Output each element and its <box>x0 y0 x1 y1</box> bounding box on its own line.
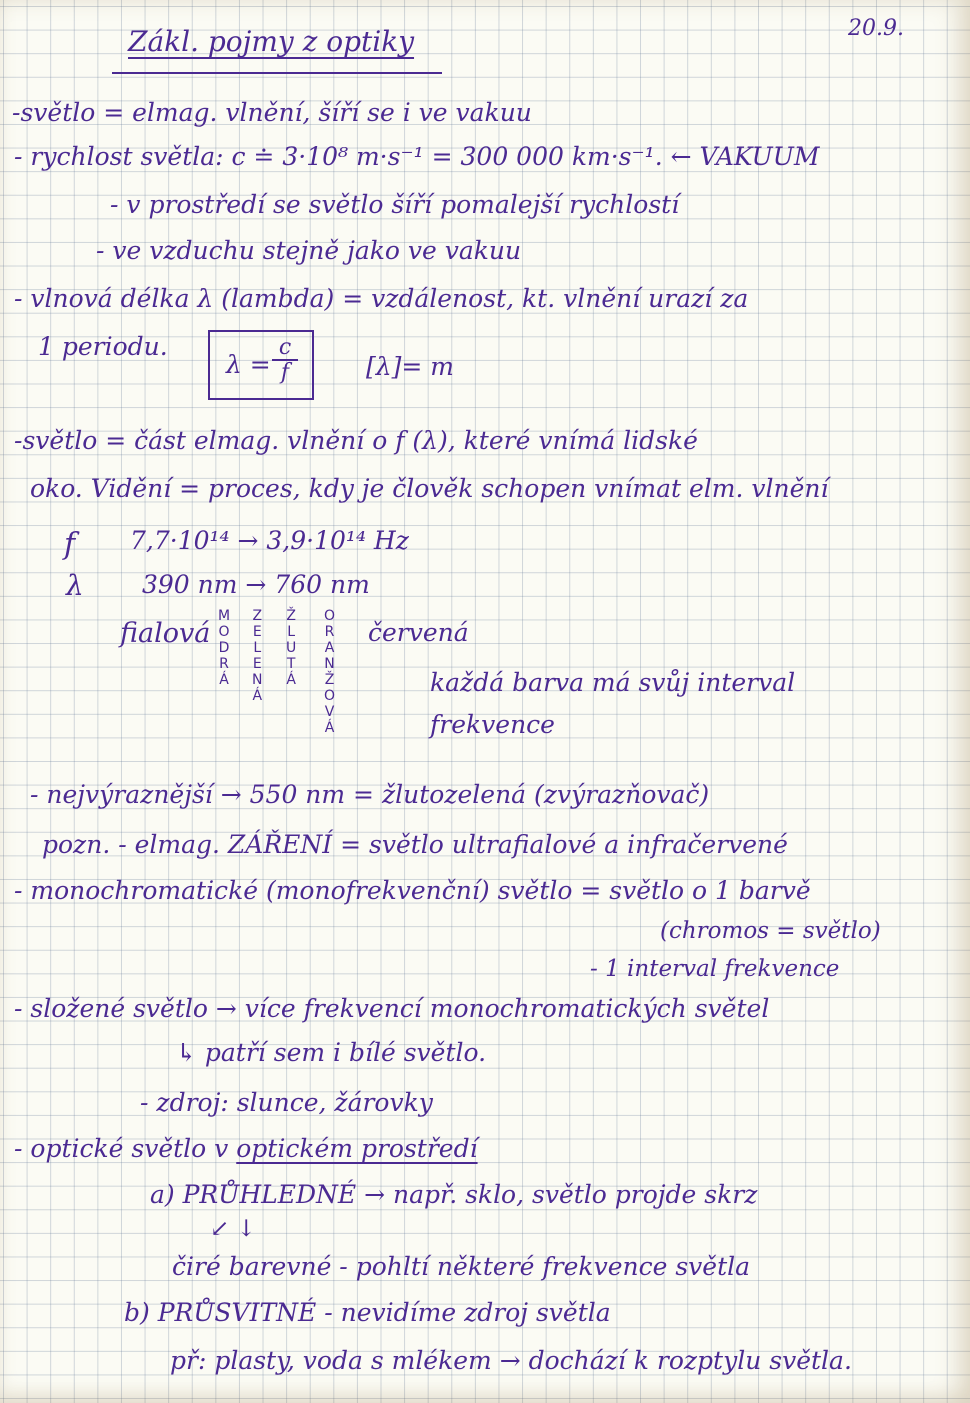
note-line: - ve vzduchu stejně jako ve vakuu <box>96 236 522 265</box>
formula-denominator: f <box>280 360 290 386</box>
note-line: 1 periodu. <box>38 332 168 361</box>
note-line: - v prostředí se světlo šíří pomalejší rychlostí <box>110 190 680 219</box>
note-line: a) PRŮHLEDNÉ → např. sklo, světlo projde skrz <box>150 1180 758 1209</box>
note-line: - 1 interval frekvence <box>590 956 840 982</box>
formula-fraction <box>272 336 298 384</box>
formula-numerator: c <box>278 335 292 360</box>
note-line: -světlo = část elmag. vlnění o f (λ), které vnímá lidské <box>14 426 698 455</box>
note-line: př: plasty, voda s mlékem → dochází k rozptylu světla. <box>170 1346 852 1375</box>
formula-unit: [λ]= m <box>366 352 454 381</box>
lambda-range: 390 nm → 760 nm <box>142 570 370 599</box>
note-line: (chromos = světlo) <box>660 918 881 944</box>
note-line: ↳ patří sem i bílé světlo. <box>176 1038 487 1067</box>
color-yellow-vertical: Ž L U T Á <box>286 608 297 688</box>
lambda-symbol: λ <box>66 569 84 602</box>
f-symbol: f <box>64 527 76 562</box>
color-orange-vertical: O R A N Ž O V Á <box>324 608 336 736</box>
color-note: každá barva má svůj interval <box>430 668 796 697</box>
color-note: frekvence <box>430 710 555 739</box>
note-line: - vlnová délka λ (lambda) = vzdálenost, kt. vlnění urazí za <box>14 284 749 313</box>
optical-medium-underlined: optickém prostředí <box>236 1134 478 1163</box>
note-line: oko. Vidění = proces, kdy je člověk schopen vnímat elm. vlnění <box>30 474 829 503</box>
note-line: čiré barevné - pohltí některé frekvence světla <box>172 1252 751 1281</box>
color-violet: fialová <box>120 618 211 649</box>
note-line: b) PRŮSVITNÉ - nevidíme zdroj světla <box>124 1298 611 1327</box>
note-line: - monochromatické (monofrekvenční) světlo = světlo o 1 barvě <box>14 876 811 905</box>
page-title: Zákl. pojmy z optiky <box>128 25 415 58</box>
note-line: -světlo = elmag. vlnění, šíří se i ve vakuu <box>12 98 532 127</box>
note-line: - rychlost světla: c ≐ 3·10⁸ m·s⁻¹ = 300 000 km·s⁻¹. ← VAKUUM <box>14 142 820 171</box>
color-green-vertical: Z E L E N Á <box>252 608 263 704</box>
note-line: - zdroj: slunce, žárovky <box>140 1088 433 1117</box>
f-range: 7,7·10¹⁴ → 3,9·10¹⁴ Hz <box>130 526 409 555</box>
branch-arrows: ↙ ↓ <box>210 1216 256 1242</box>
note-line: - optické světlo v optickém prostředí <box>14 1134 478 1163</box>
color-blue-vertical: M O D R Á <box>218 608 231 688</box>
color-red: červená <box>368 618 469 647</box>
formula-lhs: λ = <box>226 350 271 379</box>
note-line: - složené světlo → více frekvencí monochromatických světel <box>14 994 770 1023</box>
date: 20.9. <box>848 16 904 41</box>
title-underline <box>112 72 442 74</box>
note-line: - nejvýraznější → 550 nm = žlutozelená (zvýrazňovač) <box>30 780 710 809</box>
note-line: pozn. - elmag. ZÁŘENÍ = světlo ultrafialové a infračervené <box>42 830 788 859</box>
